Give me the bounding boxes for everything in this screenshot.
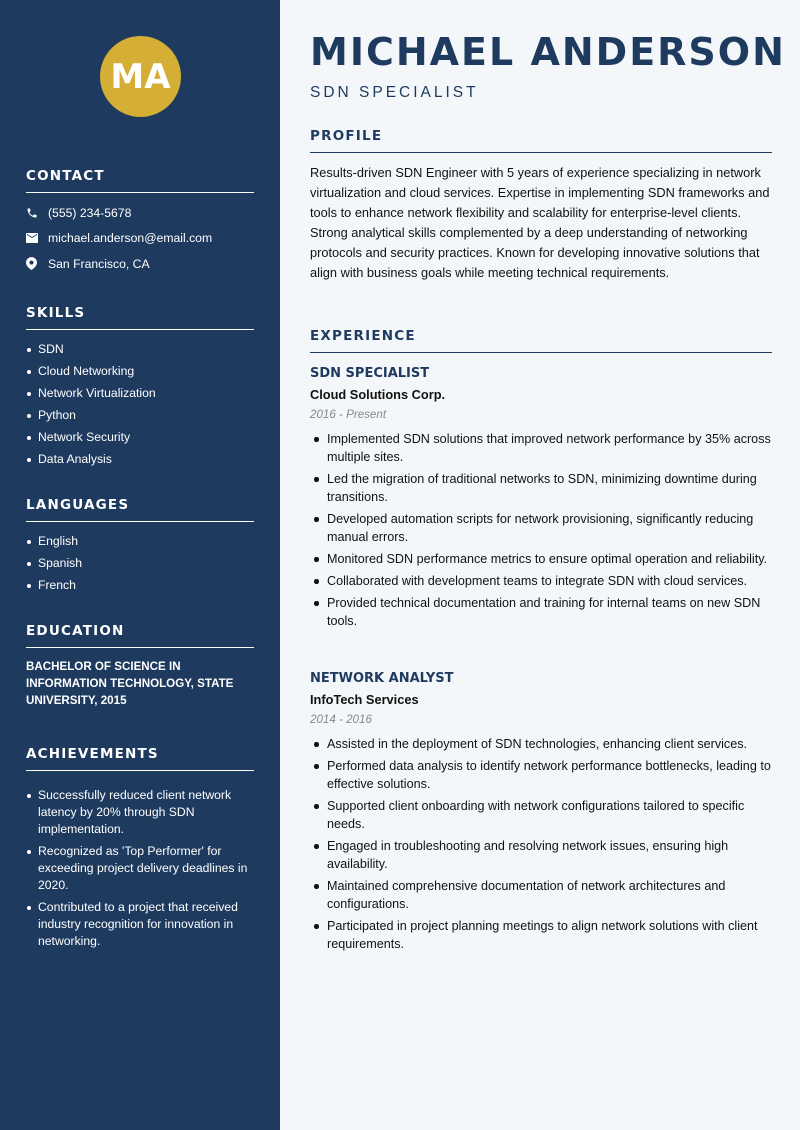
contact-phone[interactable] <box>26 200 254 226</box>
job-bullet: Monitored SDN performance metrics to ensure optimal operation and reliability. <box>310 550 772 568</box>
phone-icon <box>26 207 48 219</box>
skill-item: Python <box>26 407 254 424</box>
language-item: English <box>26 533 254 550</box>
job-dates: 2016 - Present <box>310 408 387 421</box>
skill-item: Cloud Networking <box>26 363 254 380</box>
job-bullet: Implemented SDN solutions that improved network performance by 35% across multiple sites. <box>310 430 772 466</box>
location-text: San Francisco, CA <box>48 256 150 271</box>
candidate-name: MICHAEL ANDERSON <box>310 30 786 74</box>
contact-heading: CONTACT <box>26 168 254 193</box>
achievements-list <box>26 787 254 950</box>
profile-text: Results-driven SDN Engineer with 5 years of experience specializing in network virtualization and cloud services. Expertise in implementing SDN frameworks and tools to enhance network flexibility and scalability for enterprise-level clients. Strong analytical skills complemented by a deep understanding of networking protocols and security practices. Known for developing innovative solutions that align with business goals while meeting technical requirements. <box>310 165 770 280</box>
job-bullet: Maintained comprehensive documentation of network architectures and configurations. <box>310 877 772 913</box>
language-item: French <box>26 577 254 594</box>
job-bullet: Assisted in the deployment of SDN technologies, enhancing client services. <box>310 735 772 753</box>
job-company: Cloud Solutions Corp. <box>310 387 446 402</box>
job-bullet: Collaborated with development teams to integrate SDN with cloud services. <box>310 572 772 590</box>
languages-heading: LANGUAGES <box>26 497 254 522</box>
job-title: NETWORK ANALYST <box>310 671 454 686</box>
experience-heading: EXPERIENCE <box>310 328 772 353</box>
email-icon <box>26 233 48 243</box>
skill-item: SDN <box>26 341 254 358</box>
skills-section <box>26 305 254 473</box>
achievements-heading: ACHIEVEMENTS <box>26 746 254 771</box>
language-item: Spanish <box>26 555 254 572</box>
skills-list <box>26 341 254 468</box>
candidate-title: SDN SPECIALIST <box>310 84 479 101</box>
job-bullet: Provided technical documentation and training for internal teams on new SDN tools. <box>310 594 772 630</box>
job-bullet: Participated in project planning meetings to align network solutions with client requirements. <box>310 917 772 953</box>
job-bullets <box>310 735 772 953</box>
achievement-item: Contributed to a project that received industry recognition for innovation in networking. <box>26 899 254 950</box>
education-section <box>26 623 254 709</box>
sidebar <box>0 0 280 1130</box>
languages-list <box>26 533 254 594</box>
job-entry <box>310 671 772 957</box>
skill-item: Network Virtualization <box>26 385 254 402</box>
location-pin-icon <box>26 257 48 270</box>
job-entry <box>310 366 772 634</box>
job-bullet: Engaged in troubleshooting and resolving network issues, ensuring high availability. <box>310 837 772 873</box>
languages-section <box>26 497 254 599</box>
job-bullet: Developed automation scripts for network provisioning, significantly reducing manual errors. <box>310 510 772 546</box>
achievements-section <box>26 746 254 955</box>
avatar: MA <box>100 36 181 117</box>
education-degree: BACHELOR OF SCIENCE IN INFORMATION TECHNOLOGY, STATE UNIVERSITY, 2015 <box>26 660 234 707</box>
job-bullet: Supported client onboarding with network configurations tailored to specific needs. <box>310 797 772 833</box>
job-dates: 2014 - 2016 <box>310 713 372 726</box>
skill-item: Network Security <box>26 429 254 446</box>
contact-section <box>26 168 254 277</box>
contact-email[interactable] <box>26 226 254 252</box>
job-bullets <box>310 430 772 630</box>
contact-location <box>26 251 254 277</box>
job-title: SDN SPECIALIST <box>310 366 430 381</box>
achievement-item: Successfully reduced client network latency by 20% through SDN implementation. <box>26 787 254 838</box>
profile-heading: PROFILE <box>310 128 772 153</box>
job-bullet: Led the migration of traditional networks to SDN, minimizing downtime during transitions. <box>310 470 772 506</box>
phone-text: (555) 234-5678 <box>48 205 132 220</box>
job-company: InfoTech Services <box>310 692 419 707</box>
skill-item: Data Analysis <box>26 451 254 468</box>
job-bullet: Performed data analysis to identify network performance bottlenecks, leading to effective solutions. <box>310 757 772 793</box>
education-heading: EDUCATION <box>26 623 254 648</box>
skills-heading: SKILLS <box>26 305 254 330</box>
achievement-item: Recognized as 'Top Performer' for exceeding project delivery deadlines in 2020. <box>26 843 254 894</box>
email-text: michael.anderson@email.com <box>48 231 213 246</box>
